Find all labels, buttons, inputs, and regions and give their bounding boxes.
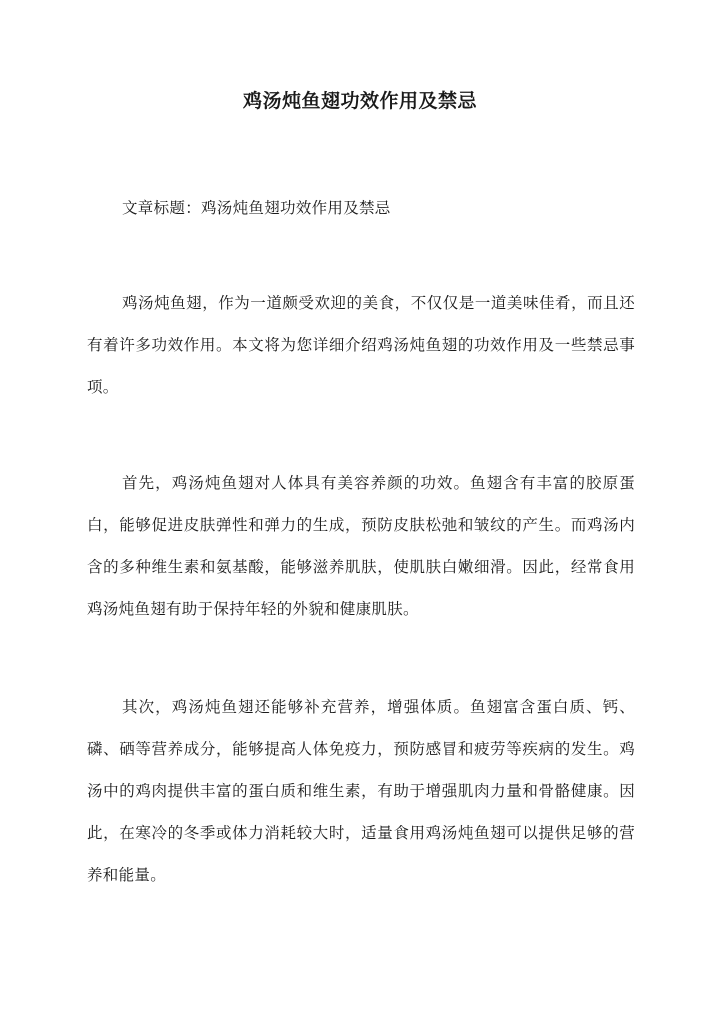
- nutrition-benefit-paragraph: 其次，鸡汤炖鱼翅还能够补充营养，增强体质。鱼翅富含蛋白质、钙、磷、硒等营养成分，能够提高人体免疫力，预防感冒和疲劳等疾病的发生。鸡汤中的鸡肉提供丰富的蛋白质和维生素，有助于增强肌肉力量和骨骼健康。因此，在寒冷的冬季或体力消耗较大时，适量食用鸡汤炖鱼翅可以提供足够的营养和能量。: [87, 698, 635, 884]
- document-title: 鸡汤炖鱼翅功效作用及禁忌: [242, 90, 477, 112]
- article-title-line: 文章标题：鸡汤炖鱼翅功效作用及禁忌: [122, 199, 391, 217]
- beauty-benefit-paragraph: 首先，鸡汤炖鱼翅对人体具有美容养颜的功效。鱼翅含有丰富的胶原蛋白，能够促进皮肤弹性和弹力的生成，预防皮肤松弛和皱纹的产生。而鸡汤内含的多种维生素和氨基酸，能够滋养肌肤，使肌肤白嫩细滑。因此，经常食用鸡汤炖鱼翅有助于保持年轻的外貌和健康肌肤。: [87, 474, 635, 618]
- intro-paragraph: 鸡汤炖鱼翅，作为一道颇受欢迎的美食，不仅仅是一道美味佳肴，而且还有着许多功效作用。本文将为您详细介绍鸡汤炖鱼翅的功效作用及一些禁忌事项。: [87, 294, 635, 396]
